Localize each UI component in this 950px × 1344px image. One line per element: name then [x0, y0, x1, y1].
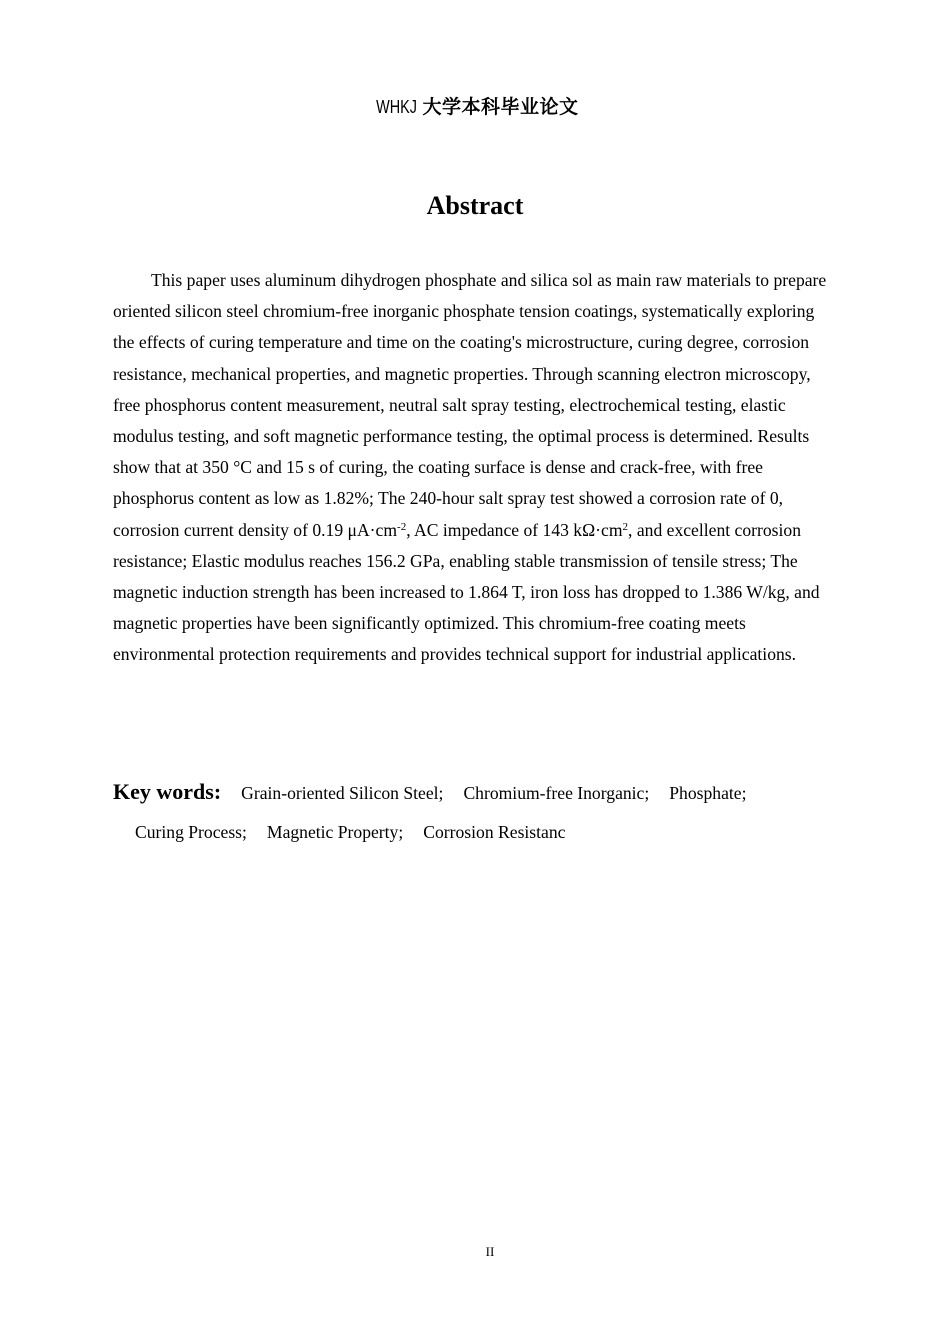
header-latin: WHKJ — [376, 97, 418, 117]
keyword-item: Corrosion Resistanc — [423, 822, 566, 842]
keyword-item: Curing Process; — [135, 822, 247, 842]
keywords-section — [113, 772, 837, 852]
keyword-item: Grain-oriented Silicon Steel; — [241, 783, 444, 803]
header-cjk: 大学本科毕业论文 — [422, 96, 579, 118]
abstract-title: Abstract — [426, 191, 524, 220]
keyword-item: Magnetic Property; — [266, 822, 404, 842]
abstract-body — [113, 265, 837, 671]
abstract-text-2: , AC impedance of 143 kΩ·cm — [406, 519, 623, 540]
abstract-text-3: , and excellent corrosion resistance; Elastic modulus reaches 156.2 GPa, enabling stable transmission of tensile stress; The magnetic induction strength has been increased to 1.864 T, iron loss has dropped to 1.386 W/kg, and magnetic properties have been significantly optimized. This chromium-free coating meets environmental protection requirements and provides technical support for industrial applications. — [113, 519, 820, 665]
superscript-two: 2 — [622, 520, 629, 533]
keyword-item: Phosphate; — [669, 783, 747, 803]
abstract-text-1: This paper uses aluminum dihydrogen phosphate and silica sol as main raw materials to prepare oriented silicon steel chromium-free inorganic phosphate tension coatings, systematically exploring the effects of curing temperature and time on the coating's microstructure, curing degree, corrosion resistance, mechanical properties, and magnetic properties. Through scanning electron microscopy, free phosphorus content measurement, neutral salt spray testing, electrochemical testing, elastic modulus testing, and soft magnetic performance testing, the optimal process is determined. Results show that at 350 °C and 15 s of curing, the coating surface is dense and crack-free, with free phosphorus content as low as 1.82%; The 240-hour salt spray test showed a corrosion rate of 0, corrosion current density of 0.19 μA·cm — [113, 270, 827, 540]
page-number: II — [485, 1244, 495, 1259]
superscript-minus-two: -2 — [397, 520, 407, 533]
keywords-line-2 — [113, 813, 837, 852]
keywords-label: Key words: — [113, 779, 222, 804]
keyword-item: Chromium-free Inorganic; — [463, 783, 650, 803]
page-header — [0, 92, 950, 119]
